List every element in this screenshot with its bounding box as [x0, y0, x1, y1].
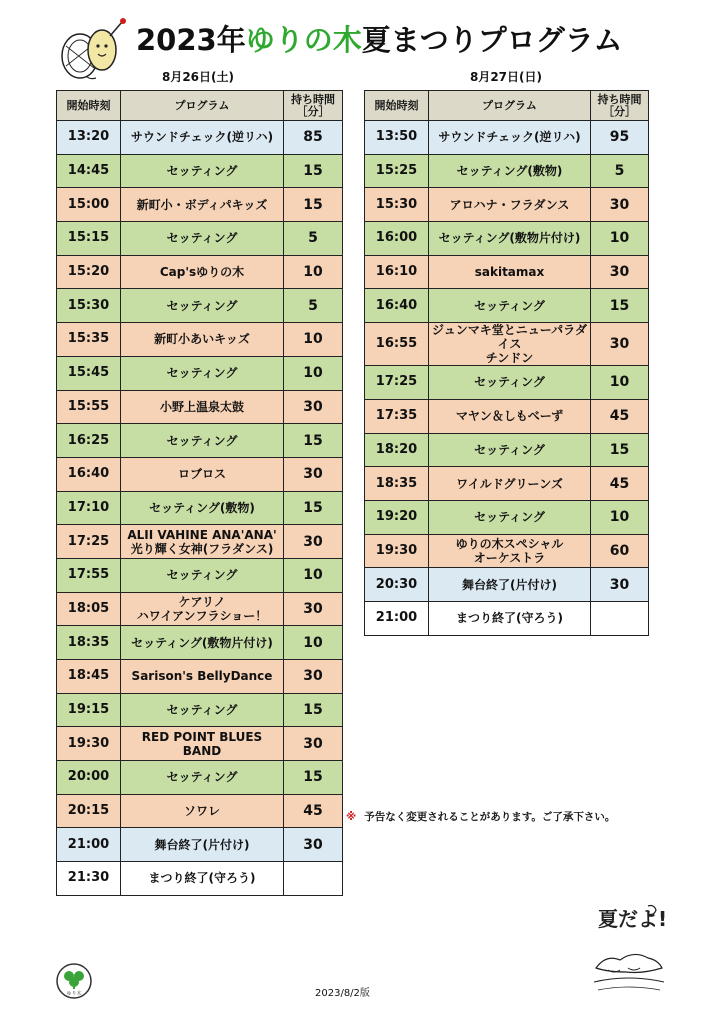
duration-cell: 10	[284, 626, 343, 660]
table-row	[365, 467, 649, 501]
table-row	[365, 366, 649, 400]
time-cell: 17:55	[57, 558, 121, 592]
time-cell: 16:10	[365, 255, 429, 289]
duration-cell: 5	[284, 289, 343, 323]
duration-cell: 30	[284, 592, 343, 626]
program-cell: セッティング(敷物)	[429, 154, 591, 188]
table-row	[365, 154, 649, 188]
table-row	[365, 289, 649, 323]
time-cell: 15:45	[57, 356, 121, 390]
time-cell: 20:00	[57, 761, 121, 795]
clover-logo-icon	[56, 963, 92, 999]
duration-cell: 45	[284, 794, 343, 828]
program-cell: 新町小あいキッズ	[121, 323, 284, 357]
duration-cell: 60	[591, 534, 649, 568]
duration-cell: 15	[284, 188, 343, 222]
time-cell: 13:50	[365, 121, 429, 155]
time-cell: 16:00	[365, 222, 429, 256]
duration-cell: 45	[591, 399, 649, 433]
program-cell: セッティング	[121, 761, 284, 795]
time-cell: 21:30	[57, 862, 121, 896]
time-cell: 16:55	[365, 323, 429, 366]
logo-text: ゆり木	[66, 991, 82, 997]
time-cell: 18:45	[57, 660, 121, 694]
table-row	[57, 356, 343, 390]
duration-cell	[591, 601, 649, 635]
program-cell: セッティング(敷物片付け)	[429, 222, 591, 256]
duration-cell: 30	[591, 188, 649, 222]
program-cell: まつり終了(守ろう)	[429, 601, 591, 635]
program-cell: sakitamax	[429, 255, 591, 289]
header-start: 開始時刻	[365, 91, 429, 121]
table-row	[365, 399, 649, 433]
program-cell: ロブロス	[121, 457, 284, 491]
duration-cell: 15	[591, 289, 649, 323]
time-cell: 15:00	[57, 188, 121, 222]
program-cell: 新町小・ボディパキッズ	[121, 188, 284, 222]
time-cell: 16:40	[57, 457, 121, 491]
program-cell: ケアリノ ハワイアンフラショー！	[121, 592, 284, 626]
table-row	[57, 154, 343, 188]
summer-text: 夏だよ!	[598, 907, 668, 931]
time-cell: 17:35	[365, 399, 429, 433]
table-row	[57, 761, 343, 795]
table-row	[365, 255, 649, 289]
duration-cell: 30	[284, 727, 343, 761]
time-cell: 15:35	[57, 323, 121, 357]
table-row	[57, 660, 343, 694]
duration-cell: 15	[284, 693, 343, 727]
program-cell: セッティング	[429, 500, 591, 534]
table-row	[365, 188, 649, 222]
time-cell: 21:00	[365, 601, 429, 635]
program-cell: セッティング	[121, 154, 284, 188]
table-row	[57, 390, 343, 424]
time-cell: 16:25	[57, 424, 121, 458]
table-row	[57, 727, 343, 761]
duration-cell: 30	[284, 457, 343, 491]
duration-cell: 10	[591, 500, 649, 534]
table-row	[365, 601, 649, 635]
table-row	[57, 592, 343, 626]
time-cell: 18:35	[365, 467, 429, 501]
summer-illustration-icon	[588, 898, 668, 998]
title-highlight: ゆりの木	[245, 23, 362, 57]
time-cell: 14:45	[57, 154, 121, 188]
table-row	[57, 188, 343, 222]
program-cell: セッティング(敷物)	[121, 491, 284, 525]
program-cell: セッティング	[121, 289, 284, 323]
table-row	[57, 828, 343, 862]
program-cell: 小野上温泉太鼓	[121, 390, 284, 424]
table-row	[57, 862, 343, 896]
note-mark: ※	[346, 811, 357, 823]
table-row	[365, 121, 649, 155]
table-row	[57, 121, 343, 155]
table-row	[57, 222, 343, 256]
table-row	[57, 794, 343, 828]
duration-cell: 10	[284, 255, 343, 289]
table-row	[57, 255, 343, 289]
duration-cell: 5	[591, 154, 649, 188]
program-cell: Cap'sゆりの木	[121, 255, 284, 289]
program-cell: セッティング	[429, 289, 591, 323]
program-cell: サウンドチェック(逆リハ)	[429, 121, 591, 155]
time-cell: 18:35	[57, 626, 121, 660]
table-row	[57, 693, 343, 727]
table-row	[57, 525, 343, 559]
time-cell: 17:10	[57, 491, 121, 525]
duration-cell: 15	[591, 433, 649, 467]
time-cell: 17:25	[365, 366, 429, 400]
header-program: プログラム	[121, 91, 284, 121]
table-row	[57, 457, 343, 491]
version-label: 2023/8/2版	[315, 988, 370, 999]
duration-cell: 30	[284, 828, 343, 862]
duration-cell: 30	[284, 525, 343, 559]
table-row	[57, 491, 343, 525]
duration-cell: 10	[591, 222, 649, 256]
duration-cell: 30	[284, 390, 343, 424]
time-cell: 21:00	[57, 828, 121, 862]
program-cell: セッティング	[121, 222, 284, 256]
duration-cell: 45	[591, 467, 649, 501]
time-cell: 17:25	[57, 525, 121, 559]
table-row	[365, 433, 649, 467]
table-row	[57, 626, 343, 660]
program-cell: 舞台終了(片付け)	[121, 828, 284, 862]
program-cell: 舞台終了(片付け)	[429, 568, 591, 602]
program-cell: セッティング	[429, 366, 591, 400]
duration-cell: 10	[284, 558, 343, 592]
table-row	[365, 500, 649, 534]
program-cell: セッティング	[121, 558, 284, 592]
title-prefix: 2023年	[136, 23, 246, 57]
duration-cell: 30	[591, 323, 649, 366]
day2-schedule-table	[364, 90, 649, 636]
program-cell: ジュンマキ堂とニューパラダイス チンドン	[429, 323, 591, 366]
duration-cell: 15	[284, 491, 343, 525]
table-row	[57, 558, 343, 592]
duration-cell: 30	[284, 660, 343, 694]
time-cell: 15:25	[365, 154, 429, 188]
duration-cell: 15	[284, 154, 343, 188]
header-duration: 持ち時間 ［分］	[284, 91, 343, 121]
title-suffix: 夏まつりプログラム	[361, 23, 623, 57]
table-row	[57, 289, 343, 323]
program-cell: ソワレ	[121, 794, 284, 828]
program-cell: セッティング	[429, 433, 591, 467]
program-cell: ワイルドグリーンズ	[429, 467, 591, 501]
duration-cell: 15	[284, 761, 343, 795]
program-cell: まつり終了(守ろう)	[121, 862, 284, 896]
program-cell: アロハナ・フラダンス	[429, 188, 591, 222]
time-cell: 15:15	[57, 222, 121, 256]
time-cell: 19:15	[57, 693, 121, 727]
time-cell: 15:55	[57, 390, 121, 424]
program-cell: セッティング(敷物片付け)	[121, 626, 284, 660]
duration-cell: 95	[591, 121, 649, 155]
program-cell: セッティング	[121, 424, 284, 458]
time-cell: 18:20	[365, 433, 429, 467]
duration-cell: 5	[284, 222, 343, 256]
table-row	[365, 534, 649, 568]
duration-cell: 30	[591, 255, 649, 289]
table-row	[57, 424, 343, 458]
time-cell: 20:30	[365, 568, 429, 602]
table-row	[365, 568, 649, 602]
duration-cell: 10	[591, 366, 649, 400]
note-text: 予告なく変更されることがあります。ご了承下さい。	[364, 811, 616, 823]
time-cell: 13:20	[57, 121, 121, 155]
duration-cell: 15	[284, 424, 343, 458]
duration-cell: 85	[284, 121, 343, 155]
program-cell: セッティング	[121, 356, 284, 390]
time-cell: 15:20	[57, 255, 121, 289]
table-row	[365, 222, 649, 256]
program-cell: Sarison's BellyDance	[121, 660, 284, 694]
program-cell: ゆりの木スペシャル オーケストラ	[429, 534, 591, 568]
table-row	[57, 323, 343, 357]
duration-cell: 10	[284, 356, 343, 390]
time-cell: 19:20	[365, 500, 429, 534]
page-title	[136, 18, 623, 62]
duration-cell	[284, 862, 343, 896]
change-notice	[346, 809, 615, 824]
table-row	[365, 323, 649, 366]
duration-cell: 10	[284, 323, 343, 357]
duration-cell: 30	[591, 568, 649, 602]
day1-schedule-table	[56, 90, 343, 896]
day1-label: 8月26日(土)	[161, 70, 235, 84]
header-start: 開始時刻	[57, 91, 121, 121]
program-cell: RED POINT BLUES BAND	[121, 727, 284, 761]
day2-label: 8月27日(日)	[469, 70, 543, 84]
header-duration: 持ち時間 ［分］	[591, 91, 649, 121]
program-cell: サウンドチェック(逆リハ)	[121, 121, 284, 155]
time-cell: 18:05	[57, 592, 121, 626]
time-cell: 19:30	[365, 534, 429, 568]
program-cell: セッティング	[121, 693, 284, 727]
program-cell: ALII VAHINE ANA'ANA' 光り輝く女神(フラダンス)	[121, 525, 284, 559]
time-cell: 19:30	[57, 727, 121, 761]
time-cell: 15:30	[365, 188, 429, 222]
time-cell: 20:15	[57, 794, 121, 828]
program-cell: マヤン＆しもべーず	[429, 399, 591, 433]
header-program: プログラム	[429, 91, 591, 121]
time-cell: 16:40	[365, 289, 429, 323]
time-cell: 15:30	[57, 289, 121, 323]
